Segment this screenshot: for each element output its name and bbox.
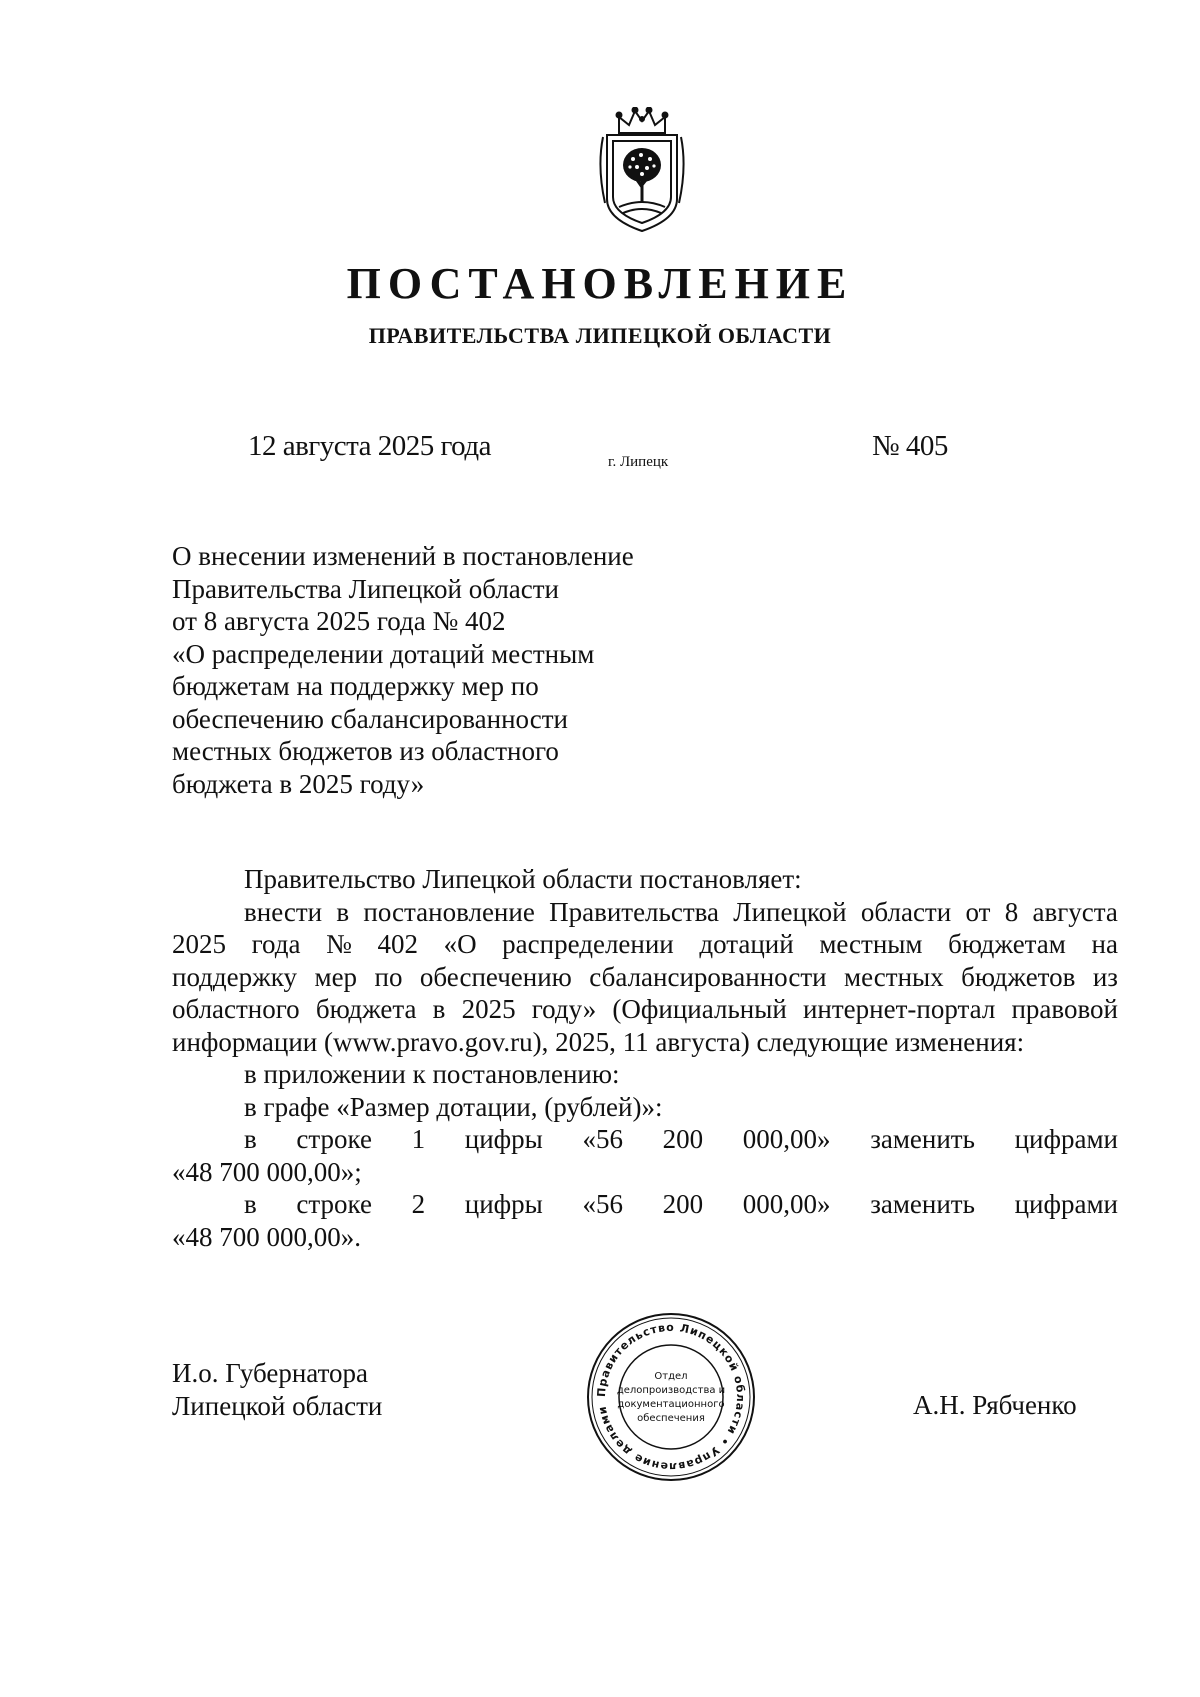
signer-title-line: И.о. Губернатора bbox=[172, 1358, 369, 1388]
word: бюджетов bbox=[961, 961, 1076, 992]
title-line: обеспечению сбалансированности bbox=[172, 703, 568, 734]
issuer-heading: ПРАВИТЕЛЬСТВА ЛИПЕЦКОЙ ОБЛАСТИ bbox=[368, 323, 832, 348]
word: 402 bbox=[377, 929, 418, 959]
word: распределении bbox=[502, 929, 674, 959]
word: местных bbox=[844, 961, 944, 992]
word: 000,00» bbox=[742, 1189, 831, 1219]
word: по bbox=[374, 961, 403, 992]
word: 200 bbox=[662, 1189, 704, 1219]
body-line bbox=[172, 993, 1118, 1026]
word: (Официальный bbox=[612, 994, 787, 1024]
word: Правительства bbox=[549, 896, 720, 927]
title-line: О внесении изменений в постановление bbox=[172, 541, 634, 571]
word: 1 bbox=[411, 1124, 426, 1154]
title-line: бюджетам на поддержку мер по bbox=[172, 671, 539, 701]
document-type-heading: ПОСТАНОВЛЕНИЕ bbox=[346, 259, 854, 308]
word: «56 bbox=[582, 1189, 623, 1219]
document-number: № 405 bbox=[872, 430, 948, 462]
body-intro: Правительство Липецкой области постановляет: bbox=[244, 864, 802, 894]
document-body bbox=[172, 863, 1118, 1253]
svg-text:Правительство Липецкой области bbox=[595, 1321, 747, 1473]
word: сбалансированности bbox=[589, 961, 827, 992]
word: 2025 bbox=[461, 994, 516, 1024]
title-line: от 8 августа 2025 года № 402 bbox=[172, 606, 506, 636]
body-line bbox=[172, 896, 1118, 929]
title-line: Правительства Липецкой области bbox=[172, 573, 560, 604]
body-row1-value: «48 700 000,00»; bbox=[172, 1156, 362, 1187]
body-appendix: в приложении к постановлению: bbox=[244, 1059, 620, 1089]
word: заменить bbox=[870, 1189, 975, 1219]
body-line: информации (www.pravo.gov.ru), 2025, 11 августа) следующие изменения: bbox=[172, 1026, 1025, 1057]
word: строке bbox=[296, 1189, 372, 1219]
seal-inner-line: документационного bbox=[617, 1399, 725, 1410]
signer-title bbox=[172, 1357, 382, 1422]
seal-inner-line: обеспечения bbox=[637, 1413, 705, 1424]
word: августа bbox=[1032, 896, 1118, 927]
word: в bbox=[432, 994, 446, 1024]
word: 8 bbox=[1004, 896, 1019, 927]
seal-inner-line: делопроизводства и bbox=[616, 1385, 726, 1396]
word: «56 bbox=[582, 1124, 623, 1154]
word: в bbox=[244, 1189, 257, 1219]
word: областного bbox=[172, 994, 300, 1024]
word: 2 bbox=[411, 1189, 426, 1219]
word: цифры bbox=[464, 1124, 543, 1154]
body-line bbox=[172, 928, 1118, 961]
body-row2-value: «48 700 000,00». bbox=[172, 1221, 361, 1252]
word: на bbox=[1091, 929, 1118, 959]
title-line: бюджета в 2025 году» bbox=[172, 768, 425, 799]
document-city: г. Липецк bbox=[608, 454, 669, 470]
word: поддержку bbox=[172, 961, 298, 992]
word: в bbox=[244, 1124, 257, 1154]
word: 000,00» bbox=[742, 1124, 831, 1154]
word: цифрами bbox=[1014, 1189, 1118, 1219]
word: заменить bbox=[870, 1124, 975, 1154]
word: бюджетам bbox=[948, 929, 1066, 959]
word: постановление bbox=[363, 896, 535, 927]
title-line: местных бюджетов из областного bbox=[172, 736, 559, 766]
seal-inner-line: Отдел bbox=[654, 1371, 688, 1382]
signer-name: А.Н. Рябченко bbox=[913, 1390, 1077, 1420]
word: обеспечению bbox=[419, 961, 572, 992]
word: цифры bbox=[464, 1189, 543, 1219]
word: цифрами bbox=[1014, 1124, 1118, 1154]
body-column: в графе «Размер дотации, (рублей)»: bbox=[244, 1091, 663, 1122]
word: году» bbox=[531, 994, 597, 1024]
word: в bbox=[336, 896, 350, 927]
coat-of-arms-emblem bbox=[597, 107, 687, 237]
word: строке bbox=[296, 1124, 372, 1154]
word: из bbox=[1092, 961, 1118, 992]
signer-title-line: Липецкой области bbox=[172, 1390, 383, 1421]
title-line: «О распределении дотаций местным bbox=[172, 638, 595, 669]
word: № bbox=[326, 929, 352, 959]
official-seal-stamp bbox=[585, 1311, 757, 1483]
document-date: 12 августа 2025 года bbox=[248, 430, 491, 462]
word: от bbox=[965, 896, 991, 927]
word: года bbox=[251, 929, 301, 959]
word: 2025 bbox=[172, 929, 226, 959]
body-row2 bbox=[172, 1188, 1118, 1221]
document-title bbox=[172, 540, 732, 800]
seal-outer-text: Правительство Липецкой области • Управление делами bbox=[594, 1320, 748, 1474]
word: дотаций bbox=[699, 929, 794, 959]
word: мер bbox=[314, 961, 358, 992]
body-row1 bbox=[172, 1123, 1118, 1156]
word: 200 bbox=[662, 1124, 704, 1154]
word: «О bbox=[443, 929, 477, 959]
word: местным bbox=[819, 929, 923, 959]
word: бюджета bbox=[315, 994, 417, 1024]
word: Липецкой bbox=[733, 896, 847, 927]
word: внести bbox=[244, 896, 323, 927]
word: правовой bbox=[1011, 994, 1118, 1024]
word: области bbox=[860, 896, 952, 927]
word: интернет-портал bbox=[802, 994, 996, 1024]
body-line bbox=[172, 961, 1118, 994]
